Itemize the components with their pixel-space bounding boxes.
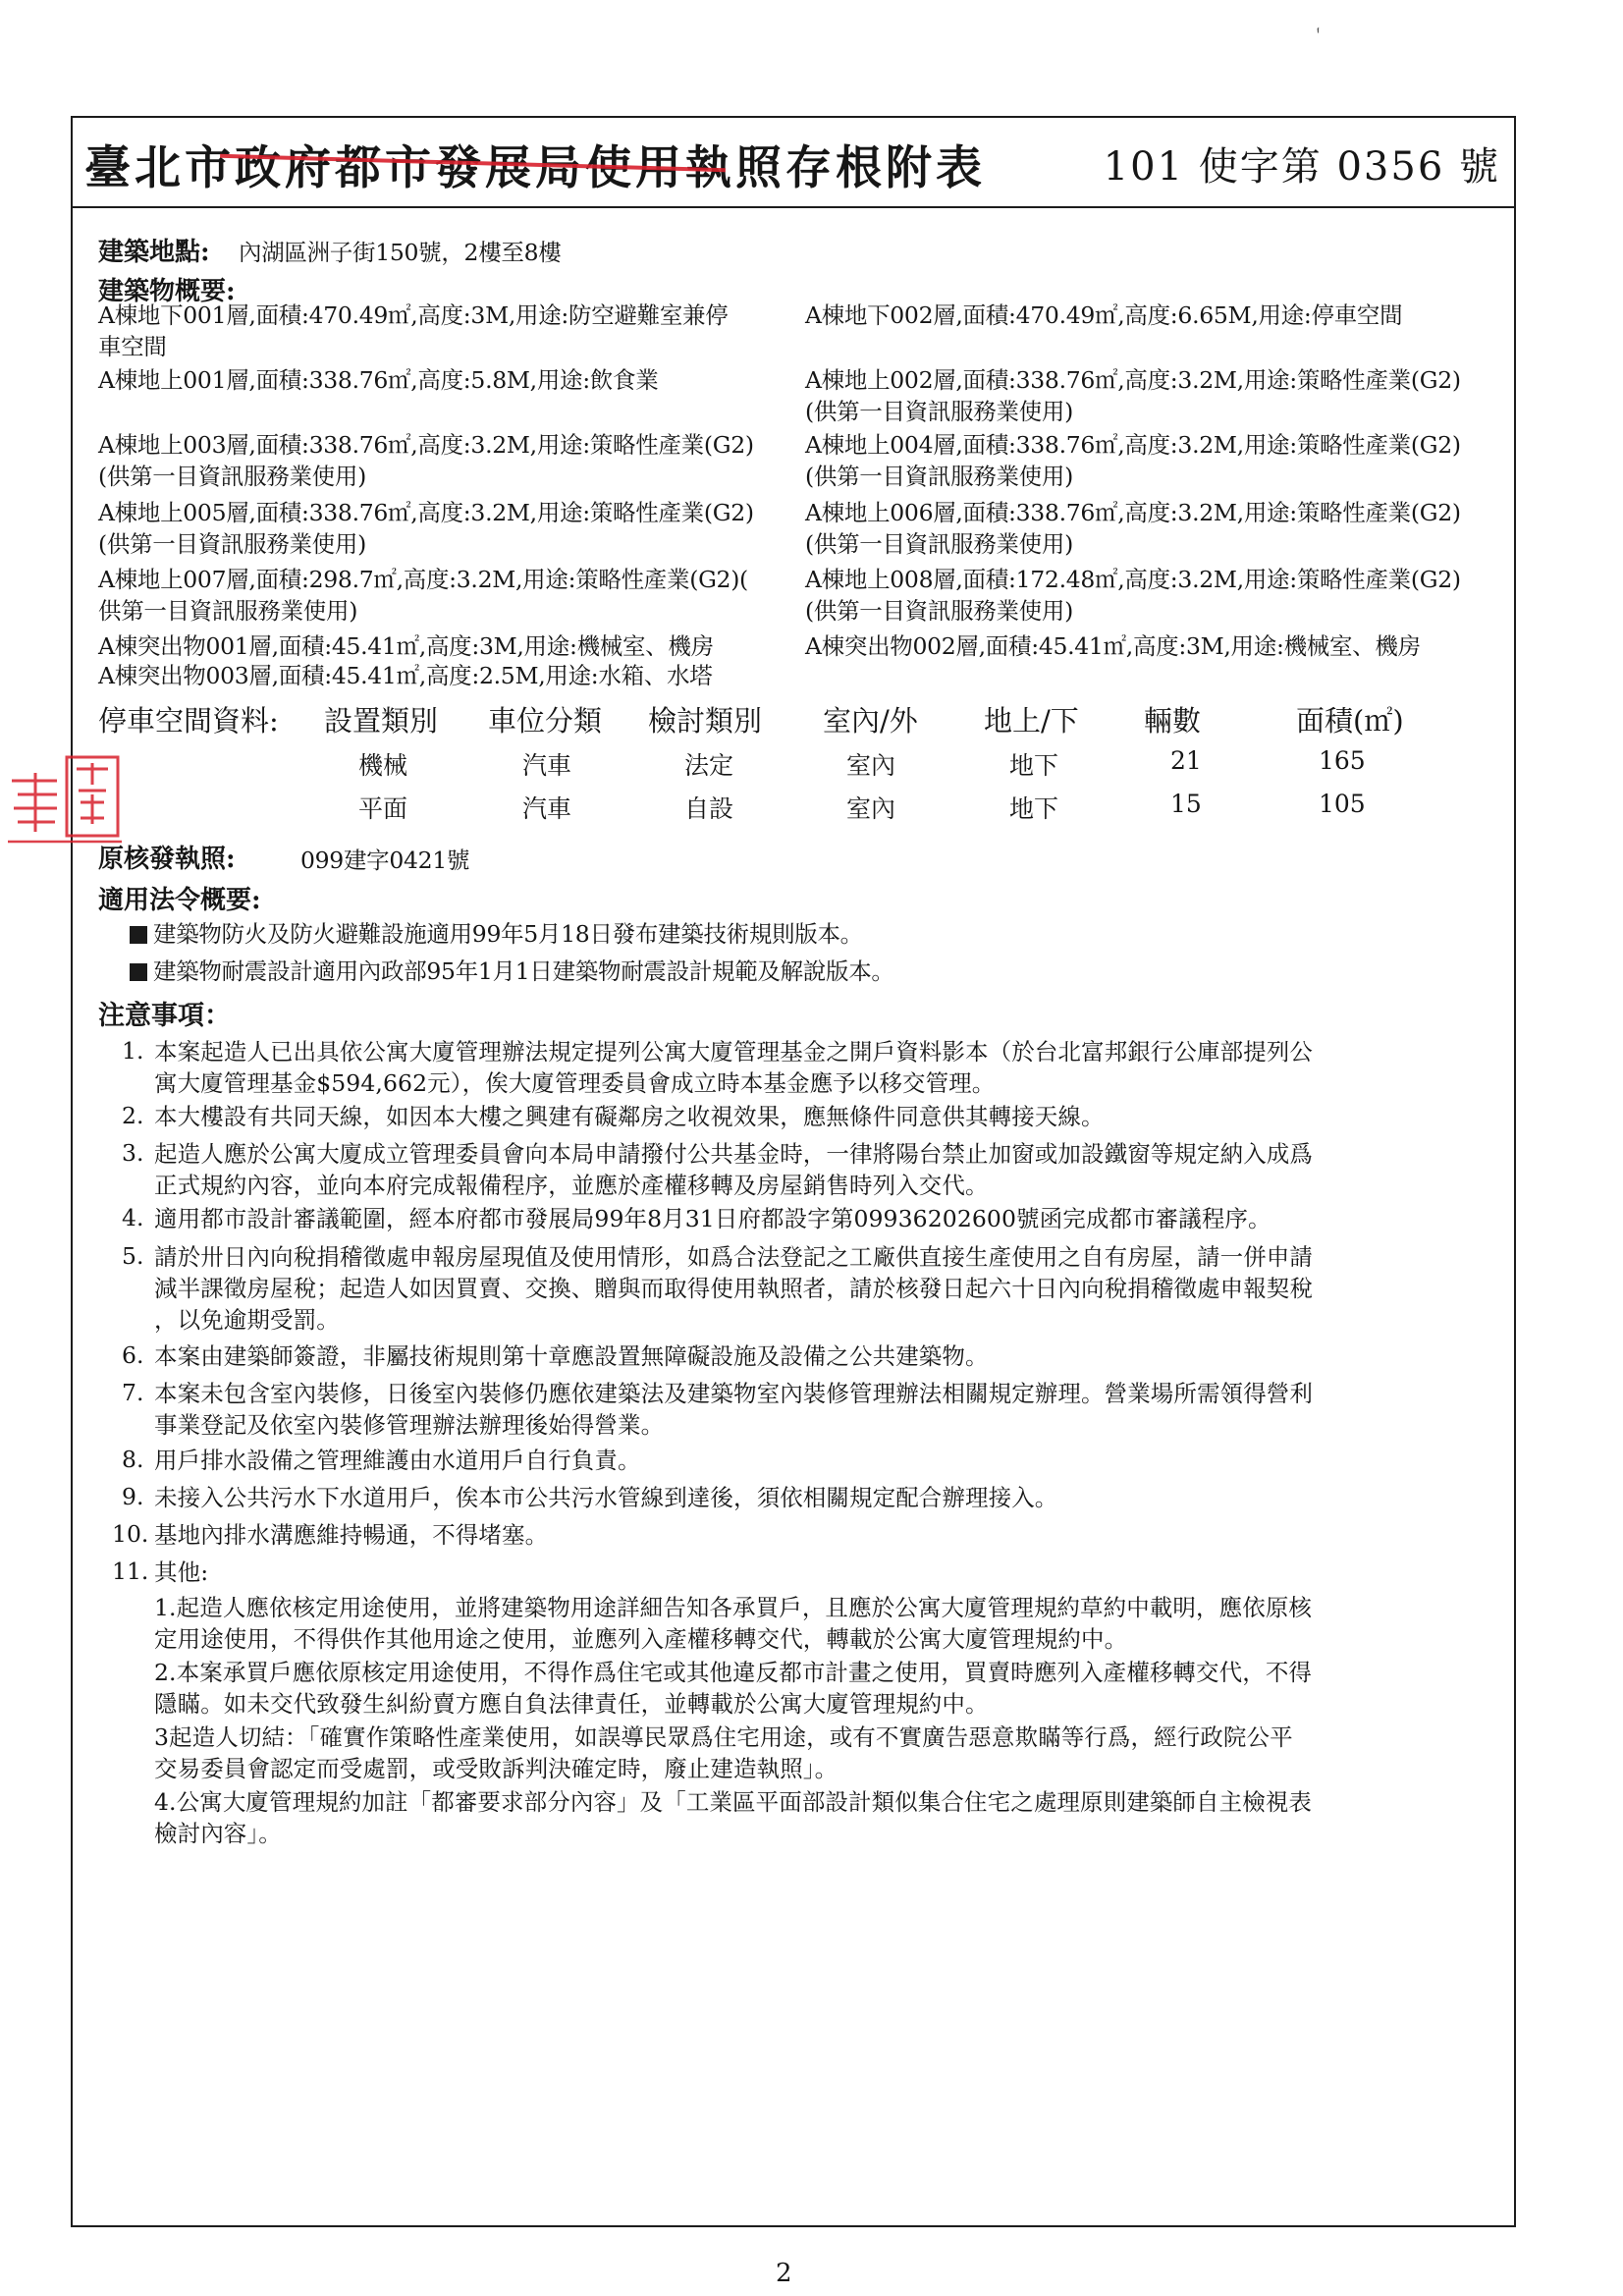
site-label: 建築地點: (98, 238, 210, 267)
note-number: 3. (122, 1139, 144, 1167)
table-cell: 機械 (358, 751, 408, 780)
table-cell: 地下 (1009, 751, 1059, 780)
floor-4f-line2: (供第一目資訊服務業使用) (805, 463, 1073, 490)
note-number: 1. (122, 1037, 144, 1065)
note-number: 6. (122, 1341, 144, 1369)
table-cell: 汽車 (522, 794, 572, 823)
notes-label: 注意事項： (98, 1001, 231, 1031)
page-number: 2 (776, 2259, 792, 2288)
floor-5f-line2: (供第一目資訊服務業使用) (98, 530, 366, 558)
table-cell: 21 (1170, 746, 1202, 775)
floor-3f-line1: A棟地上003層,面積:338.76㎡,高度:3.2M,用途:策略性產業(G2) (98, 431, 754, 459)
parking-header-count: 輛數 (1144, 704, 1202, 738)
parking-header-area: 面積(㎡) (1296, 704, 1404, 738)
parking-header-level: 地上/下 (984, 704, 1079, 738)
note-number: 8. (122, 1446, 144, 1473)
square-bullet-icon (130, 963, 147, 981)
floor-6f-line2: (供第一目資訊服務業使用) (805, 530, 1073, 558)
table-cell: 165 (1319, 746, 1366, 775)
note-9-line1: 未接入公共污水下水道用戶，俟本市公共污水管線到達後，須依相關規定配合辦理接入。 (154, 1484, 1058, 1511)
note-7-line1: 本案未包含室內裝修，日後室內裝修仍應依建築法及建築物室內裝修管理辦法相關規定辦理。營業場所需領得營利 (154, 1380, 1313, 1407)
note-1-line2: 寓大廈管理基金$594,662元），俟大廈管理委員會成立時本基金應予以移交管理。 (154, 1069, 996, 1097)
note-number: 11. (112, 1558, 149, 1585)
regulations-label: 適用法令概要: (98, 886, 261, 915)
regulation-item-fire (130, 915, 863, 949)
note-number: 2. (122, 1102, 144, 1129)
overview-label: 建築物概要: (98, 277, 236, 306)
table-cell: 室內 (846, 794, 896, 823)
parking-header-indoor: 室內/外 (823, 704, 918, 738)
table-cell: 15 (1170, 790, 1202, 818)
other-4-line1: 4.公寓大廈管理規約加註「都審要求部分內容」及「工業區平面部設計類似集合住宅之處理原則建築師自主檢視表 (154, 1788, 1313, 1816)
floor-b1-line1: A棟地下001層,面積:470.49㎡,高度:3M,用途:防空避難室兼停 (98, 301, 729, 329)
other-3-line2: 交易委員會認定而受處罰，或受敗訴判決確定時，廢止建造執照」。 (154, 1755, 839, 1782)
floor-8f-line2: (供第一目資訊服務業使用) (805, 597, 1073, 625)
floor-r1-line1: A棟突出物001層,面積:45.41㎡,高度:3M,用途:機械室、機房 (98, 632, 714, 660)
note-3-line2: 正式規約內容，並向本府完成報備程序，並應於產權移轉及房屋銷售時列入交代。 (154, 1172, 989, 1199)
other-1-line1: 1.起造人應依核定用途使用，並將建築物用途詳細告知各承買戶，且應於公寓大廈管理規約草約中載明，應依原核 (154, 1594, 1313, 1621)
other-2-line2: 隱瞞。如未交代致發生糾紛賣方應自負法律責任，並轉載於公寓大廈管理規約中。 (154, 1690, 989, 1718)
note-3-line1: 起造人應於公寓大廈成立管理委員會向本局申請撥付公共基金時，一律將陽台禁止加窗或加設鐵窗等規定納入成爲 (154, 1140, 1313, 1168)
floor-r2-line1: A棟突出物002層,面積:45.41㎡,高度:3M,用途:機械室、機房 (805, 632, 1421, 660)
floor-b1-line2: 車空間 (98, 333, 167, 360)
note-5-line3: ，以免逾期受罰。 (154, 1306, 340, 1334)
note-2-line1: 本大樓設有共同天線，如因本大樓之興建有礙鄰房之收視效果，應無條件同意供其轉接天線。 (154, 1103, 1105, 1130)
title-bar (73, 118, 1514, 208)
note-8-line1: 用戶排水設備之管理維護由水道用戶自行負責。 (154, 1447, 641, 1474)
floor-b2-line1: A棟地下002層,面積:470.49㎡,高度:6.65M,用途:停車空間 (805, 301, 1403, 329)
table-cell: 汽車 (522, 751, 572, 780)
note-11-line1: 其他: (154, 1558, 209, 1586)
square-bullet-icon (130, 926, 147, 944)
note-number: 4. (122, 1204, 144, 1231)
floor-2f-line2: (供第一目資訊服務業使用) (805, 398, 1073, 425)
floor-2f-line1: A棟地上002層,面積:338.76㎡,高度:3.2M,用途:策略性產業(G2) (805, 366, 1461, 394)
floor-5f-line1: A棟地上005層,面積:338.76㎡,高度:3.2M,用途:策略性產業(G2) (98, 499, 754, 526)
note-5-line1: 請於卅日內向稅捐稽徵處申報房屋現值及使用情形，如爲合法登記之工廠供直接生產使用之自有房屋，請一併申請 (154, 1243, 1313, 1271)
note-6-line1: 本案由建築師簽證，非屬技術規則第十章應設置無障礙設施及設備之公共建築物。 (154, 1342, 989, 1370)
note-number: 10. (112, 1520, 149, 1548)
note-1-line1: 本案起造人已出具依公寓大廈管理辦法規定提列公寓大廈管理基金之開戶資料影本（於台北富邦銀行公庫部提列公 (154, 1038, 1313, 1066)
note-4-line1: 適用都市設計審議範圍，經本府都市發展局99年8月31日府都設字第09936202600號函完成都市審議程序。 (154, 1205, 1271, 1232)
other-2-line1: 2.本案承買戶應依原核定用途使用，不得作爲住宅或其他違反都市計畫之使用，買賣時應列入產權移轉交代，不得 (154, 1659, 1313, 1686)
table-cell: 105 (1319, 790, 1366, 818)
floor-4f-line1: A棟地上004層,面積:338.76㎡,高度:3.2M,用途:策略性產業(G2) (805, 431, 1461, 459)
parking-header-type: 設置類別 (324, 704, 439, 738)
original-permit-value: 099建字0421號 (300, 847, 470, 874)
floor-7f-line2: 供第一目資訊服務業使用) (98, 597, 358, 625)
pen-mark: ˊ (1311, 25, 1335, 51)
note-10-line1: 基地內排水溝應維持暢通，不得堵塞。 (154, 1521, 549, 1549)
table-cell: 室內 (846, 751, 896, 780)
site-value: 內湖區洲子街150號，2樓至8樓 (239, 239, 562, 266)
note-number: 5. (122, 1242, 144, 1270)
note-7-line2: 事業登記及依室內裝修管理辦法辦理後始得營業。 (154, 1411, 665, 1439)
table-cell: 法定 (684, 751, 734, 780)
note-number: 7. (122, 1379, 144, 1406)
floor-3f-line2: (供第一目資訊服務業使用) (98, 463, 366, 490)
other-4-line2: 檢討內容」。 (154, 1820, 282, 1847)
floor-8f-line1: A棟地上008層,面積:172.48㎡,高度:3.2M,用途:策略性產業(G2) (805, 566, 1461, 593)
floor-1f-line1: A棟地上001層,面積:338.76㎡,高度:5.8M,用途:飲食業 (98, 366, 659, 394)
note-5-line2: 減半課徵房屋稅；起造人如因買賣、交換、贈與而取得使用執照者，請於核發日起六十日內向稅捐稽徵處申報契稅 (154, 1275, 1313, 1302)
permit-number: 101 使字第 0356 號 (1103, 144, 1500, 190)
table-cell: 地下 (1009, 794, 1059, 823)
regulation-item-seismic (130, 953, 894, 986)
parking-label: 停車空間資料: (98, 704, 279, 738)
document-title: 臺北市政府都市發展局使用執照存根附表 (84, 141, 986, 195)
floor-7f-line1: A棟地上007層,面積:298.7㎡,高度:3.2M,用途:策略性產業(G2)( (98, 566, 748, 593)
other-1-line2: 定用途使用，不得供作其他用途之使用，並應列入產權移轉交代，轉載於公寓大廈管理規約中。 (154, 1625, 1128, 1653)
original-permit-label: 原核發執照: (98, 845, 236, 874)
parking-header-vehicle: 車位分類 (488, 704, 603, 738)
note-number: 9. (122, 1483, 144, 1510)
other-3-line1: 3起造人切結：「確實作策略性產業使用，如誤導民眾爲住宅用途，或有不實廣告惡意欺瞞等行爲，經行政院公平 (154, 1723, 1293, 1751)
parking-header-review: 檢討類別 (648, 704, 763, 738)
table-cell: 平面 (358, 794, 408, 823)
official-seal-stamp (8, 751, 124, 849)
floor-r3-line1: A棟突出物003層,面積:45.41㎡,高度:2.5M,用途:水箱、水塔 (98, 662, 713, 689)
regulation-text: 建築物防火及防火避難設施適用99年5月18日發布建築技術規則版本。 (153, 920, 863, 948)
regulation-text: 建築物耐震設計適用內政部95年1月1日建築物耐震設計規範及解說版本。 (153, 957, 894, 985)
table-cell: 自設 (684, 794, 734, 823)
floor-6f-line1: A棟地上006層,面積:338.76㎡,高度:3.2M,用途:策略性產業(G2) (805, 499, 1461, 526)
